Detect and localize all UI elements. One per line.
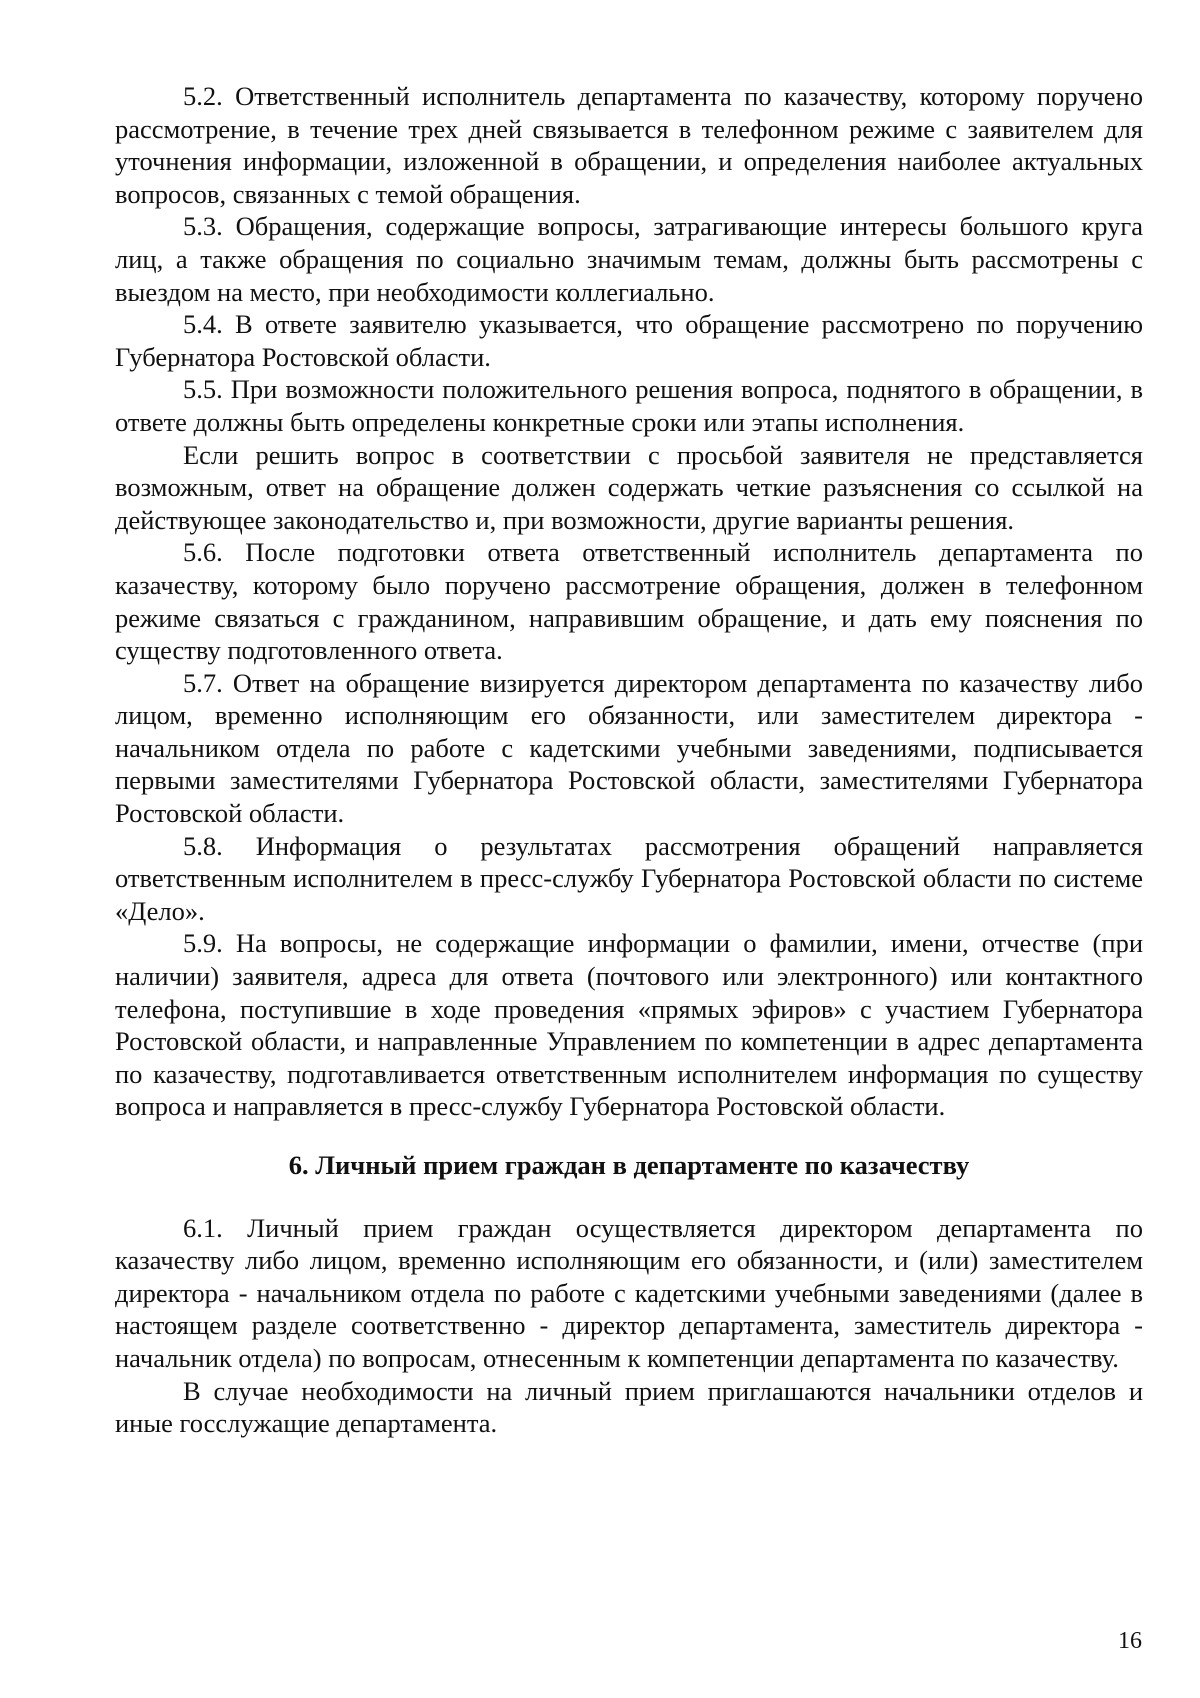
- paragraph-5-5: 5.5. При возможности положительного решения вопроса, поднятого в обращении, в ответе должны быть определены конкретные сроки или этапы исполнения.: [115, 374, 1143, 437]
- paragraph-5-6: 5.6. После подготовки ответа ответственный исполнитель департамента по казачеству, которому было поручено рассмотрение обращения, должен в телефонном режиме связаться с гражданином, направившим обращение, и дать ему пояснения по существу подготовленного ответа.: [115, 537, 1143, 666]
- page-number: 16: [1118, 1628, 1142, 1654]
- section-heading: 6. Личный прием граждан в департаменте по казачеству: [288, 1150, 970, 1180]
- paragraph-5-4: 5.4. В ответе заявителю указывается, что обращение рассмотрено по поручению Губернатора Ростовской области.: [115, 309, 1143, 372]
- paragraph-5-2: 5.2. Ответственный исполнитель департамента по казачеству, которому поручено рассмотрение, в течение трех дней связывается в телефонном режиме с заявителем для уточнения информации, изложенной в обращении, и определения наиболее актуальных вопросов, связанных с темой обращения.: [115, 81, 1143, 209]
- paragraph-5-7: 5.7. Ответ на обращение визируется директором департамента по казачеству либо лицом, временно исполняющим его обязанности, или заместителем директора - начальником отдела по работе с кадетскими учебными заведениями, подписывается первыми заместителями Губернатора Ростовской области, заместителями Губернатора Ростовской области.: [115, 667, 1143, 829]
- paragraph-5-8: 5.8. Информация о результатах рассмотрения обращений направляется ответственным исполнителем в пресс-службу Губернатора Ростовской области по системе «Дело».: [115, 830, 1143, 926]
- paragraph-6-1: 6.1. Личный прием граждан осуществляется директором департамента по казачеству либо лицом, временно исполняющим его обязанности, и (или) заместителем директора - начальником отдела по работе с кадетскими учебными заведениями (далее в настоящем разделе соответственно - директор департамента, заместитель директора - начальник отдела) по вопросам, отнесенным к компетенции департамента по казачеству.: [115, 1212, 1143, 1373]
- paragraph-6-1-continued: В случае необходимости на личный прием приглашаются начальники отделов и иные госслужащие департамента.: [115, 1375, 1143, 1439]
- paragraph-5-9: 5.9. На вопросы, не содержащие информации о фамилии, имени, отчестве (при наличии) заявителя, адреса для ответа (почтового или электронного) или контактного телефона, поступившие в ходе проведения «прямых эфиров» с участием Губернатора Ростовской области, и направленные Управлением по компетенции в адрес департамента по казачеству, подготавливается ответственным исполнителем информация по существу вопроса и направляется в пресс-службу Губернатора Ростовской области.: [115, 928, 1143, 1122]
- paragraph-5-3: 5.3. Обращения, содержащие вопросы, затрагивающие интересы большого круга лиц, а также обращения по социально значимым темам, должны быть рассмотрены с выездом на место, при необходимости коллегиально.: [115, 211, 1143, 307]
- paragraph-5-5-continued: Если решить вопрос в соответствии с просьбой заявителя не представляется возможным, ответ на обращение должен содержать четкие разъяснения со ссылкой на действующее законодательство и, при возможности, другие варианты решения.: [115, 439, 1143, 535]
- document-page: [115, 80, 1143, 1440]
